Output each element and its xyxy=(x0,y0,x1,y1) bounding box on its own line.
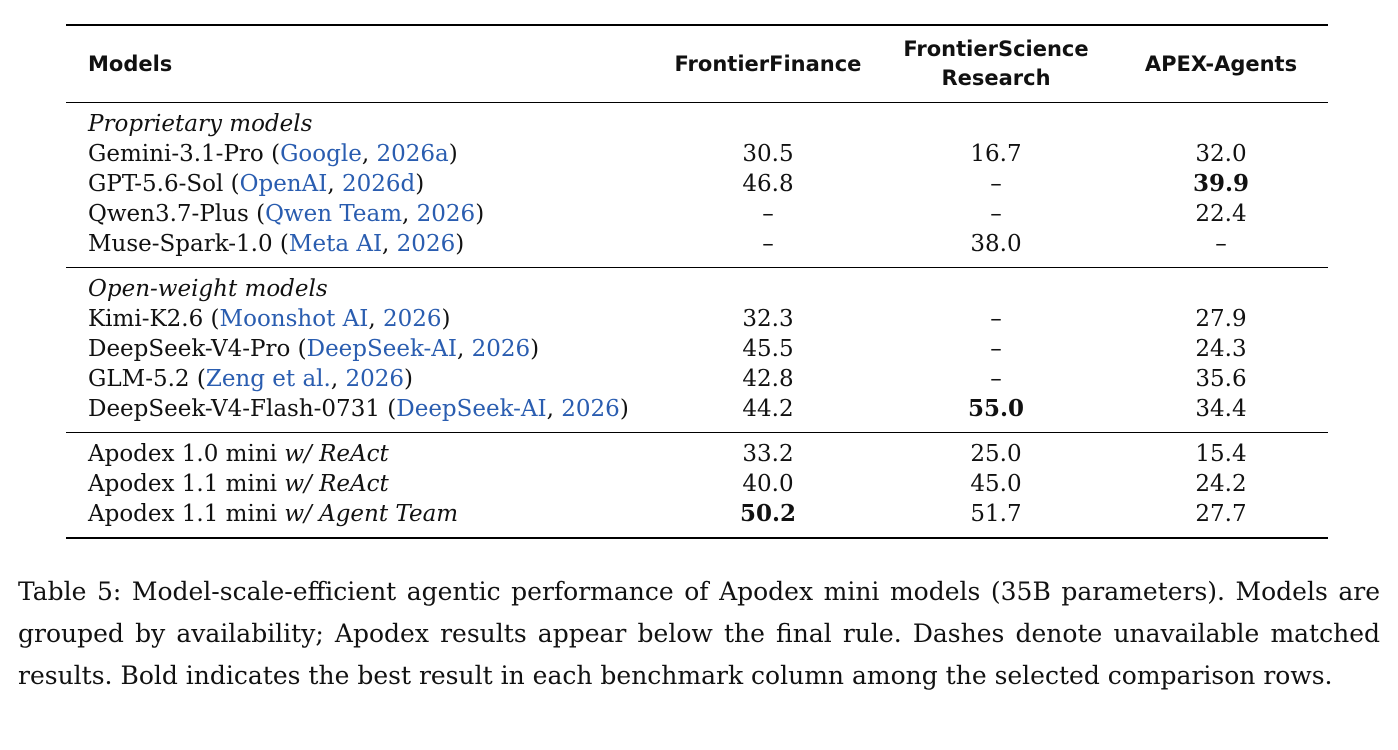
score-cell: 16.7 xyxy=(970,141,1022,167)
table-row xyxy=(66,334,1328,364)
score-cell: 24.2 xyxy=(1195,471,1247,497)
model-name: DeepSeek-V4-Pro xyxy=(88,336,291,362)
model-name: Apodex 1.1 mini xyxy=(88,501,278,527)
group-proprietary xyxy=(66,103,1328,268)
table-row xyxy=(66,169,1328,199)
score-cell: 55.0 xyxy=(967,395,1025,422)
results-table xyxy=(66,24,1328,539)
model-name-cell: DeepSeek-V4-Pro (DeepSeek-AI, 2026) xyxy=(88,336,540,362)
citation-year-link[interactable]: 2026d xyxy=(341,171,416,197)
header-frontierfinance: FrontierFinance xyxy=(674,51,862,76)
score-cell: 42.8 xyxy=(742,366,794,392)
model-name-cell: Muse-Spark-1.0 (Meta AI, 2026) xyxy=(88,231,465,257)
model-name: Gemini-3.1-Pro xyxy=(88,141,264,167)
header-frontierscience-line2: Research xyxy=(941,66,1051,90)
score-cell: – xyxy=(990,171,1002,197)
table-row xyxy=(66,229,1328,268)
score-cell: 35.6 xyxy=(1195,366,1247,392)
table-row xyxy=(66,394,1328,433)
citation-year-link[interactable]: 2026 xyxy=(345,366,404,392)
model-name-cell: Kimi-K2.6 (Moonshot AI, 2026) xyxy=(88,306,451,332)
model-name: Kimi-K2.6 xyxy=(88,306,204,332)
score-cell: 40.0 xyxy=(742,471,794,497)
score-cell: 25.0 xyxy=(970,441,1022,467)
score-cell: – xyxy=(762,231,774,257)
score-cell: 44.2 xyxy=(742,396,794,422)
table-row xyxy=(66,469,1328,499)
model-name-cell: GLM-5.2 (Zeng et al., 2026) xyxy=(88,366,413,392)
score-cell: 46.8 xyxy=(742,171,794,197)
header-models: Models xyxy=(88,51,173,76)
score-cell: 22.4 xyxy=(1195,201,1247,227)
citation-author-link[interactable]: OpenAI xyxy=(239,171,328,197)
group-apodex xyxy=(66,433,1328,539)
score-cell: 50.2 xyxy=(739,500,797,527)
group-label: Proprietary models xyxy=(88,111,313,137)
citation-author-link[interactable]: Meta AI xyxy=(288,231,383,257)
group-label-cell xyxy=(66,103,1328,140)
score-cell: – xyxy=(1215,231,1227,257)
model-name: DeepSeek-V4-Flash-0731 xyxy=(88,396,380,422)
model-name: GPT-5.6-Sol xyxy=(88,171,224,197)
model-name-cell: GPT-5.6-Sol (OpenAI, 2026d) xyxy=(88,171,425,197)
score-cell: 34.4 xyxy=(1195,396,1247,422)
results-table-container xyxy=(66,24,1328,539)
citation-author-link[interactable]: DeepSeek-AI xyxy=(396,396,547,422)
model-name: Apodex 1.1 mini xyxy=(88,471,278,497)
agent-method: w/ ReAct xyxy=(284,471,389,497)
model-name-cell xyxy=(66,433,658,470)
score-cell: – xyxy=(762,201,774,227)
table-header-row xyxy=(66,25,1328,103)
score-cell: 24.3 xyxy=(1195,336,1247,362)
table-row xyxy=(66,364,1328,394)
score-cell: 45.5 xyxy=(742,336,794,362)
citation-year-link[interactable]: 2026 xyxy=(396,231,456,257)
citation-author-link[interactable]: Zeng et al. xyxy=(205,366,331,392)
score-cell: 30.5 xyxy=(742,141,794,167)
citation-author-link[interactable]: Qwen Team xyxy=(265,201,403,227)
model-name: Muse-Spark-1.0 xyxy=(88,231,273,257)
score-cell: 32.0 xyxy=(1195,141,1247,167)
model-name: Qwen3.7-Plus xyxy=(88,201,249,227)
header-frontierscience-research xyxy=(878,25,1114,103)
score-cell: 45.0 xyxy=(970,471,1022,497)
citation-author-link[interactable]: DeepSeek-AI xyxy=(306,336,457,362)
citation-author-link[interactable]: Google xyxy=(280,141,362,167)
table-row xyxy=(66,199,1328,229)
score-cell: – xyxy=(990,306,1002,332)
score-cell: 32.3 xyxy=(742,306,794,332)
score-cell: 51.7 xyxy=(970,501,1022,527)
citation-year-link[interactable]: 2026 xyxy=(416,201,476,227)
citation-author-link[interactable]: Moonshot AI xyxy=(219,306,369,332)
group-label-row xyxy=(66,268,1328,305)
table-row xyxy=(66,433,1328,470)
citation-year-link[interactable]: 2026 xyxy=(561,396,620,422)
citation-year-link[interactable]: 2026 xyxy=(471,336,531,362)
model-name-cell xyxy=(66,469,658,499)
group-label-cell xyxy=(66,268,1328,305)
score-cell: 38.0 xyxy=(970,231,1022,257)
agent-method: w/ ReAct xyxy=(284,441,389,467)
score-cell: – xyxy=(990,201,1002,227)
table-row xyxy=(66,304,1328,334)
group-open-weight xyxy=(66,268,1328,433)
score-cell: 39.9 xyxy=(1192,170,1250,197)
group-label-row xyxy=(66,103,1328,140)
model-name-cell: Gemini-3.1-Pro (Google, 2026a) xyxy=(88,141,458,167)
model-name-cell: Qwen3.7-Plus (Qwen Team, 2026) xyxy=(88,201,485,227)
agent-method: w/ Agent Team xyxy=(284,501,459,527)
model-name: Apodex 1.0 mini xyxy=(88,441,278,467)
table-row xyxy=(66,139,1328,169)
header-apex-agents: APEX-Agents xyxy=(1144,51,1298,76)
model-name-cell xyxy=(66,499,658,538)
score-cell: 15.4 xyxy=(1195,441,1247,467)
model-name-cell: DeepSeek-V4-Flash-0731 (DeepSeek-AI, 2026) xyxy=(88,396,629,422)
table-caption: Table 5: Model-scale-efficient agentic performance of Apodex mini models (35B parameters). Models are grouped by availability; Apodex results appear below the final rule. Dashes denote unavailable matched results. Bold indicates the best result in each benchmark column among the selected comparison rows. xyxy=(18,577,1380,690)
score-cell: – xyxy=(990,366,1002,392)
score-cell: 27.7 xyxy=(1195,501,1247,527)
citation-year-link[interactable]: 2026a xyxy=(376,141,449,167)
model-name: GLM-5.2 xyxy=(88,366,190,392)
citation-year-link[interactable]: 2026 xyxy=(382,306,442,332)
table-row xyxy=(66,499,1328,538)
header-frontierscience-line1: FrontierScience xyxy=(903,37,1089,61)
score-cell: 27.9 xyxy=(1195,306,1247,332)
score-cell: – xyxy=(990,336,1002,362)
score-cell: 33.2 xyxy=(742,441,794,467)
group-label: Open-weight models xyxy=(88,276,328,302)
